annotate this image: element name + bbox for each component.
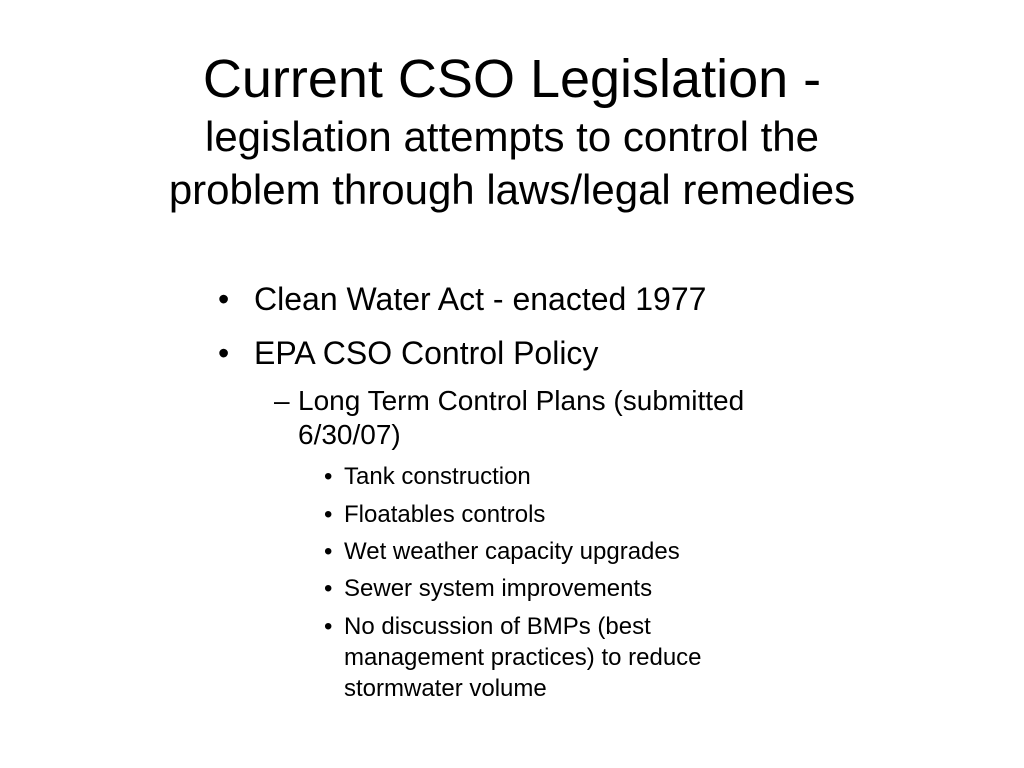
bullet-item-epa-cso-policy [218, 334, 599, 372]
bullet-icon: • [324, 575, 333, 602]
bullet-text: Clean Water Act - enacted 1977 [254, 281, 707, 317]
bullet-item-no-bmps [324, 612, 651, 642]
bullet-item-tank-construction [324, 462, 531, 492]
bullet-text-line-2: management practices) to reduce [344, 644, 702, 671]
bullet-item-long-term-control-plans [274, 384, 745, 417]
bullet-item-floatables-controls [324, 500, 546, 530]
slide-subtitle-line-2: problem through laws/legal remedies [168, 166, 856, 213]
bullet-text-line-3: stormwater volume [344, 675, 547, 702]
bullet-text-line-1: No discussion of BMPs (best [344, 613, 651, 640]
bullet-icon: • [324, 613, 333, 640]
bullet-text: EPA CSO Control Policy [254, 335, 599, 371]
bullet-text: Sewer system improvements [344, 575, 653, 602]
slide-subtitle-line-1: legislation attempts to control the [204, 113, 819, 160]
bullet-item-no-bmps-cont-2 [344, 674, 547, 704]
bullet-item-clean-water-act [218, 280, 707, 318]
bullet-text: Floatables controls [344, 501, 546, 528]
bullet-item-sewer-improvements [324, 574, 653, 604]
bullet-item-no-bmps-cont-1 [344, 643, 702, 673]
bullet-icon: • [324, 538, 333, 565]
bullet-text-line-1: Long Term Control Plans (submitted [298, 385, 745, 416]
bullet-icon: • [324, 463, 333, 490]
bullet-text: Wet weather capacity upgrades [344, 538, 680, 565]
dash-icon: – [274, 385, 290, 416]
bullet-item-long-term-control-plans-cont [298, 418, 401, 451]
bullet-text: Tank construction [344, 463, 531, 490]
slide-title: Current CSO Legislation - [202, 49, 822, 109]
bullet-item-wet-weather-upgrades [324, 537, 680, 567]
bullet-icon: • [324, 501, 333, 528]
bullet-text-line-2: 6/30/07) [298, 419, 401, 450]
bullet-icon: • [218, 335, 230, 371]
bullet-icon: • [218, 281, 230, 317]
